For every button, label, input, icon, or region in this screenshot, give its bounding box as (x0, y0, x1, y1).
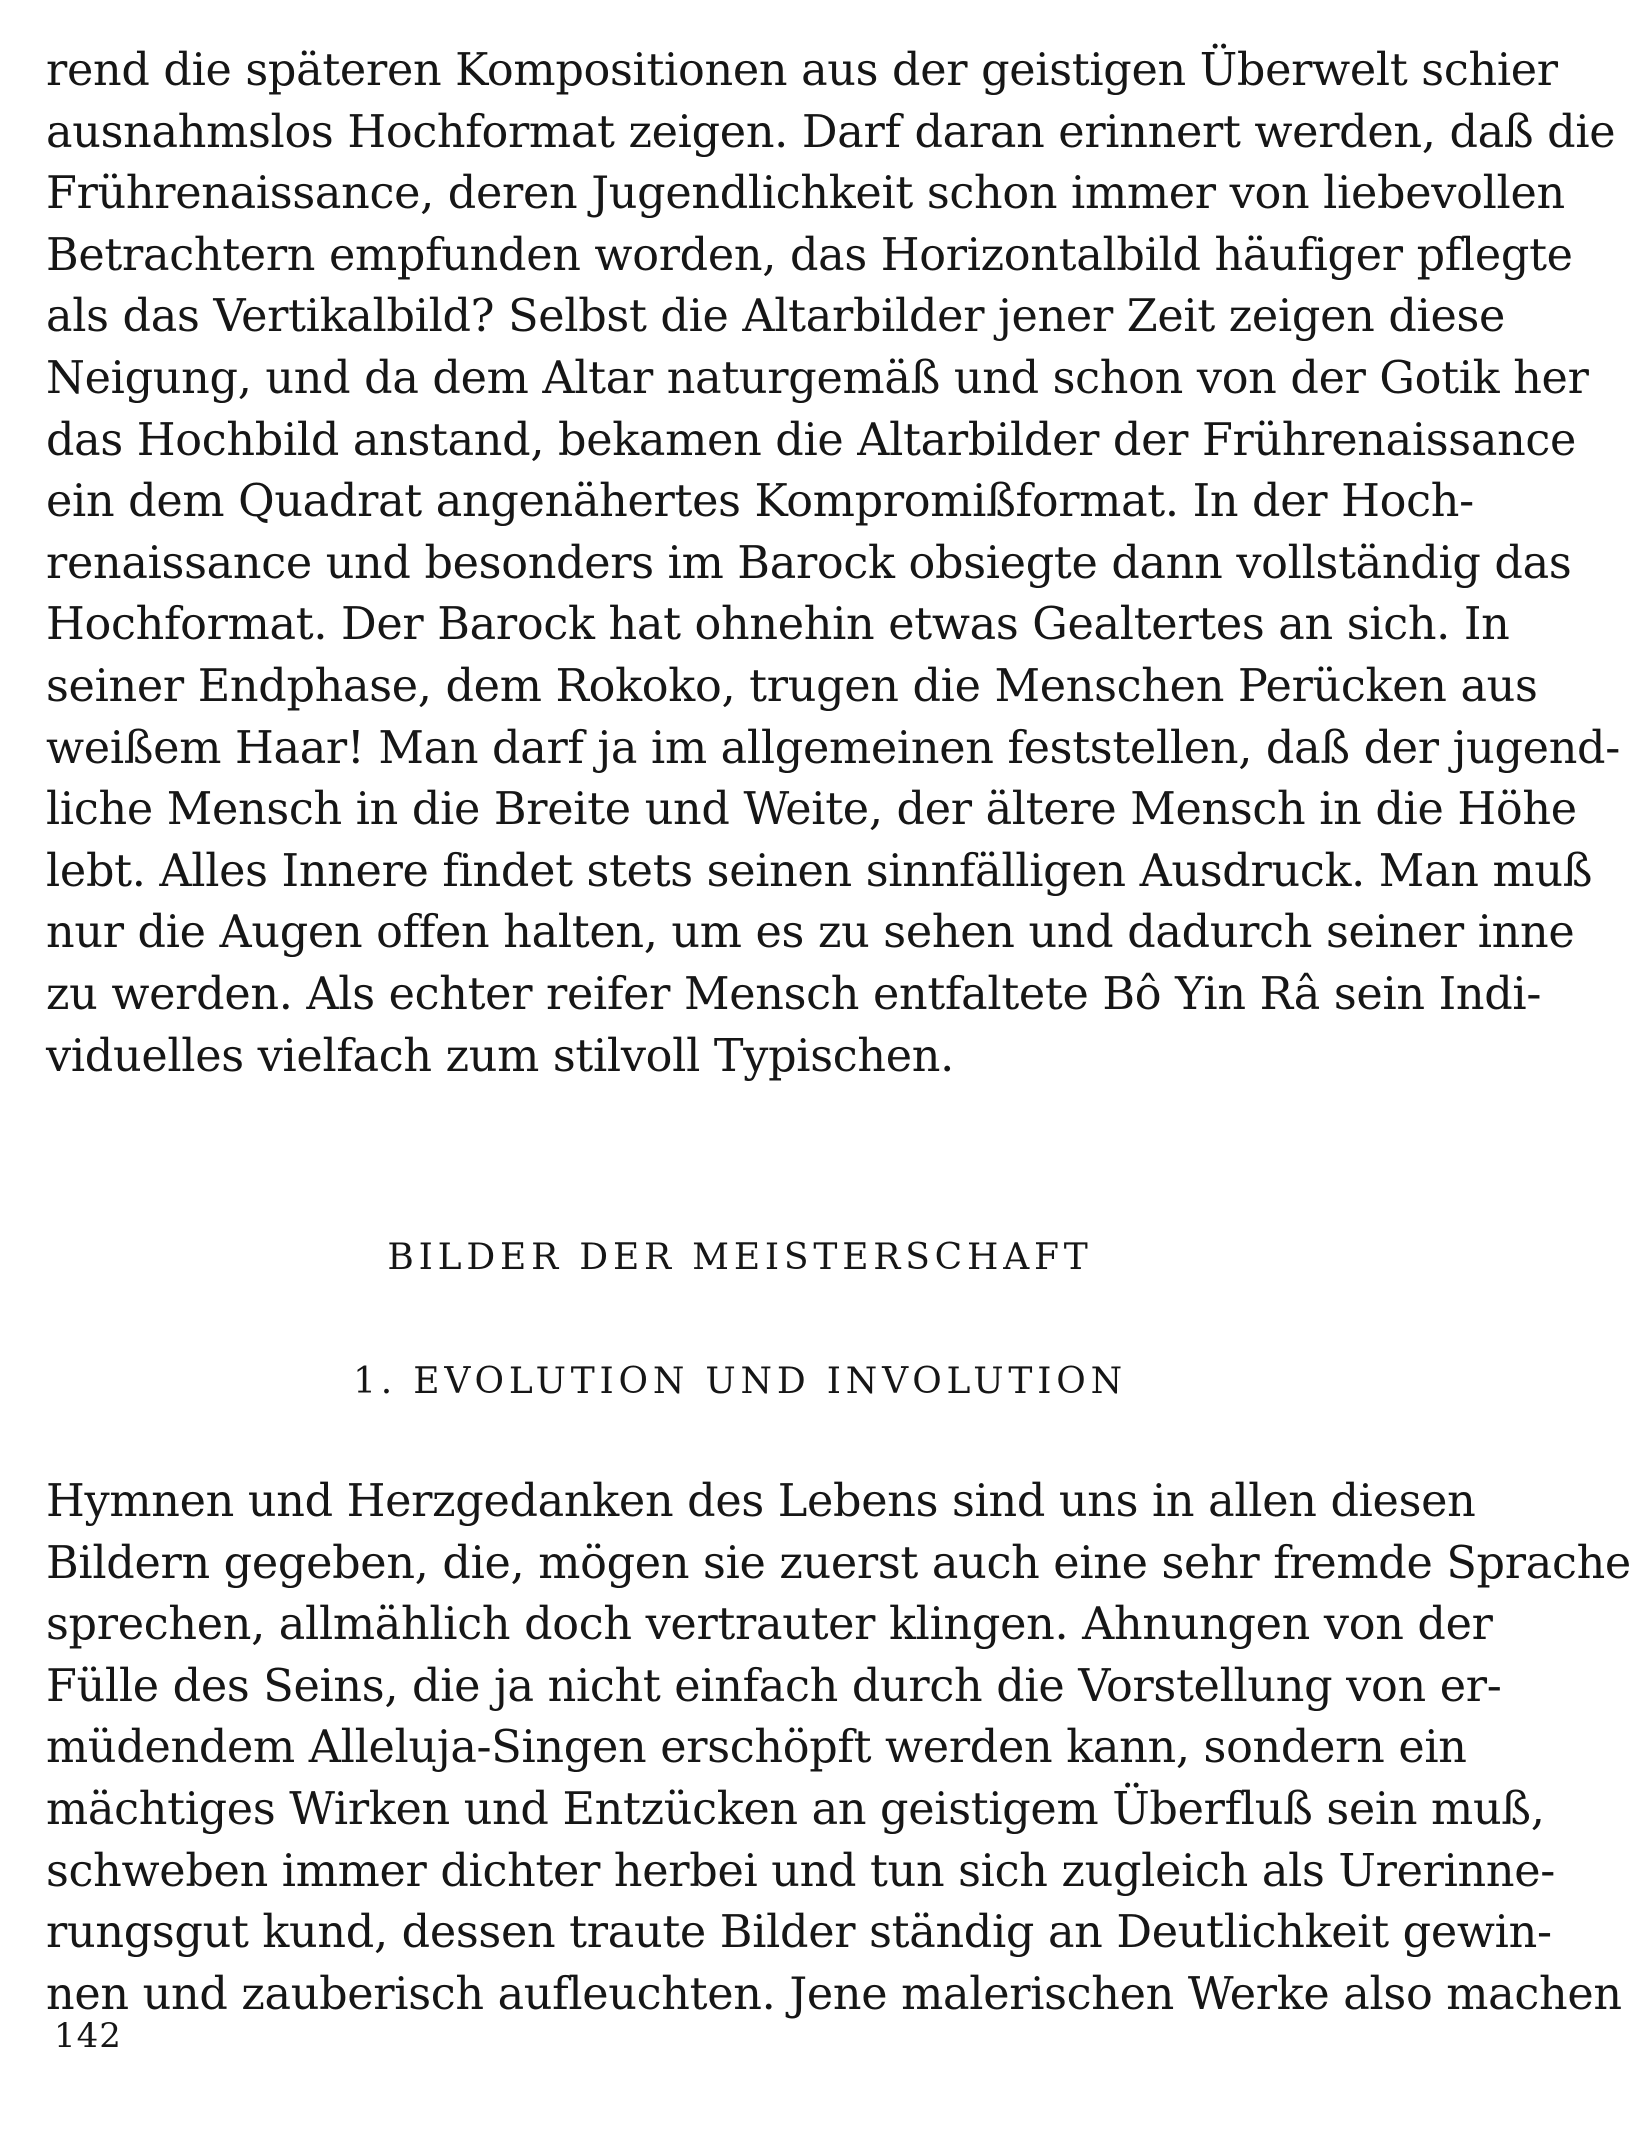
text-line: Bildern gegeben, die, mögen sie zuerst auch eine sehr fremde Sprache (46, 1537, 1631, 1589)
text-line: das Hochbild anstand, bekamen die Altarbilder der Frührenaissance (46, 414, 1577, 466)
text-line: weißem Haar! Man darf ja im allgemeinen feststellen, daß der jugend- (46, 722, 1620, 774)
text-line: mächtiges Wirken und Entzücken an geistigem Überfluß sein muß, (46, 1783, 1545, 1835)
text-line: Hochformat. Der Barock hat ohnehin etwas Gealtertes an sich. In (46, 599, 1510, 651)
text-line: renaissance und besonders im Barock obsiegte dann vollständig das (46, 537, 1572, 589)
text-line: Hymnen und Herzgedanken des Lebens sind uns in allen diesen (46, 1476, 1476, 1527)
text-line: Neigung, und da dem Altar naturgemäß und schon von der Gotik her (46, 352, 1589, 404)
text-line: Frührenaissance, deren Jugendlichkeit schon immer von liebevollen (46, 168, 1565, 220)
text-line: Betrachtern empfunden worden, das Horizontalbild häufiger pflegte (46, 229, 1573, 281)
text-line: ausnahmslos Hochformat zeigen. Darf daran erinnert werden, daß die (46, 106, 1616, 158)
text-line: seiner Endphase, dem Rokoko, trugen die Menschen Perücken aus (46, 660, 1538, 712)
text-line: sprechen, allmählich doch vertrauter klingen. Ahnungen von der (46, 1599, 1493, 1651)
text-line: Fülle des Seins, die ja nicht einfach durch die Vorstellung von er- (46, 1660, 1502, 1712)
text-line: viduelles vielfach zum stilvoll Typischen. (46, 1030, 954, 1082)
text-line: müdendem Alleluja-Singen erschöpft werden kann, sondern ein (46, 1722, 1467, 1774)
text-line: als das Vertikalbild? Selbst die Altarbilder jener Zeit zeigen diese (46, 291, 1506, 343)
text-line: rend die späteren Kompositionen aus der geistigen Überwelt schier (46, 45, 1558, 96)
text-line: nen und zauberisch aufleuchten. Jene malerischen Werke also machen (46, 1968, 1622, 2020)
text-line: schweben immer dichter herbei und tun sich zugleich als Urerinne- (46, 1845, 1556, 1897)
text-line: zu werden. Als echter reifer Mensch entfaltete Bô Yin Râ sein Indi- (46, 968, 1542, 1020)
text-line: rungsgut kund, dessen traute Bilder ständig an Deutlichkeit gewin- (46, 1907, 1552, 1959)
text-line: liche Mensch in die Breite und Weite, der ältere Mensch in die Höhe (46, 784, 1577, 836)
text-line: ein dem Quadrat angenähertes Kompromißformat. In der Hoch- (46, 476, 1474, 528)
text-line: nur die Augen offen halten, um es zu sehen und dadurch seiner inne (46, 907, 1575, 959)
paragraph (46, 1471, 1631, 2025)
text-line: lebt. Alles Innere findet stets seinen sinnfälligen Ausdruck. Man muß (46, 845, 1593, 897)
chapter-heading: BILDER DER MEISTERSCHAFT (387, 1237, 1093, 1278)
section-heading: 1. EVOLUTION UND INVOLUTION (353, 1361, 1127, 1402)
page-number: 142 (54, 2016, 122, 2056)
paragraph-continued (46, 40, 1620, 1087)
